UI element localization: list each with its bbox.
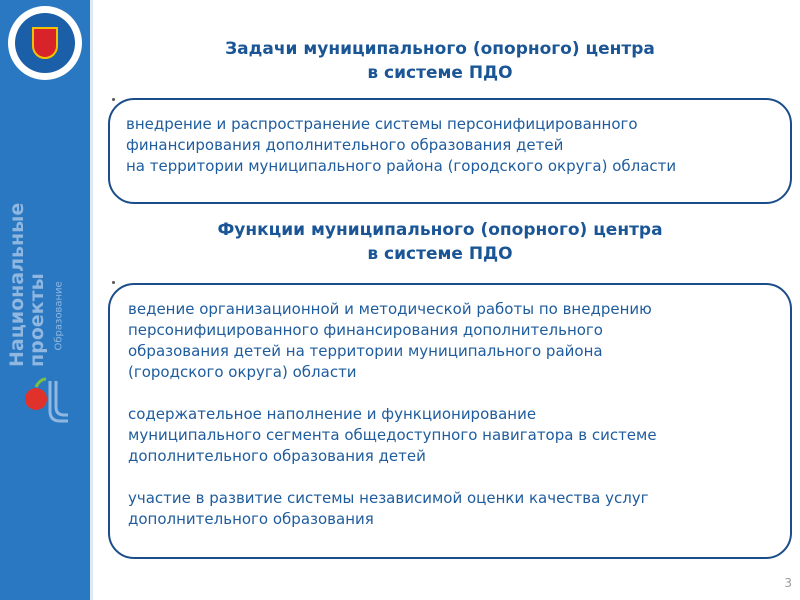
- page-number: 3: [784, 576, 792, 590]
- bullet-dot: [112, 98, 115, 101]
- tasks-title: [140, 37, 740, 85]
- sidebar: [0, 0, 90, 600]
- function-item: ведение организационной и методической работы по внедрению персонифицированного финансирования дополнительного образования детей на территории муниципального района (городского округа) области: [128, 300, 652, 381]
- brand-main-text: Национальные проекты: [6, 202, 48, 367]
- bullet-dot: [112, 281, 115, 284]
- tasks-title-line1: Задачи муниципального (опорного) центра: [225, 39, 655, 59]
- national-projects-logo-icon: [18, 375, 74, 425]
- tasks-text: внедрение и распространение системы персонифицированного финансирования дополнительного образования детей на территории муниципального района (городского округа) области: [126, 115, 677, 175]
- sidebar-divider: [90, 0, 93, 600]
- functions-title-line2: в системе ПДО: [367, 244, 513, 264]
- brand-sub-text: Образование: [53, 281, 65, 351]
- functions-title-line1: Функции муниципального (опорного) центра: [217, 220, 663, 240]
- function-item: содержательное наполнение и функционирование муниципального сегмента общедоступного навигатора в системе дополнительного образования детей: [128, 405, 657, 465]
- functions-box: [108, 283, 792, 559]
- function-item: участие в развитие системы независимой оценки качества услуг дополнительного образования: [128, 489, 649, 528]
- brand-vertical: [6, 202, 74, 380]
- region-emblem-icon: [8, 6, 82, 80]
- tasks-box: [108, 98, 792, 204]
- tasks-title-line2: в системе ПДО: [367, 63, 513, 83]
- functions-title: [140, 218, 740, 266]
